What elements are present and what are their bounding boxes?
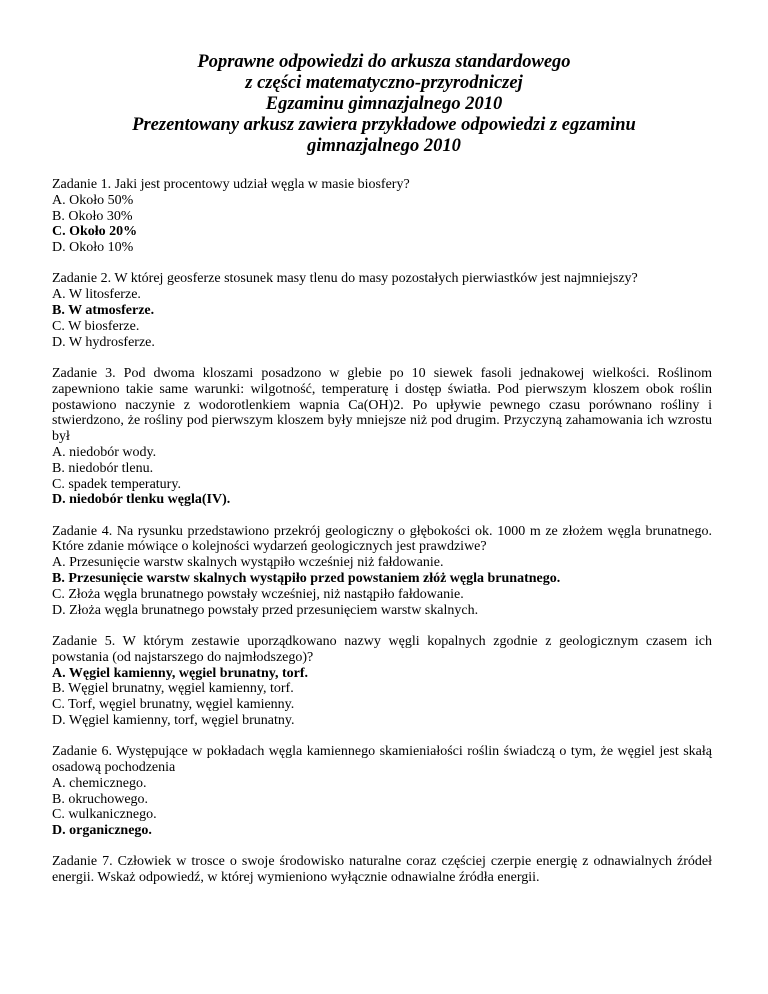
task-3: [52, 366, 712, 508]
correct-answer-option-c: C. Około 20%: [52, 224, 138, 240]
answer-option-b: B. okruchowego.: [52, 791, 149, 807]
answer-option-a: A. niedobór wody.: [52, 444, 157, 460]
correct-answer-option-d: D. niedobór tlenku węgla(IV).: [52, 492, 231, 508]
answer-option-d: D. Węgiel kamienny, torf, węgiel brunatny.: [52, 712, 295, 728]
answer-option-a: A. Około 50%: [52, 192, 134, 208]
answer-option-c: C. spadek temperatury.: [52, 476, 181, 492]
answer-option-a: A. chemicznego.: [52, 775, 147, 791]
answer-option-c: C. W biosferze.: [52, 318, 140, 334]
correct-answer-option-b: B. Przesunięcie warstw skalnych wystąpiło przed powstaniem złóż węgla brunatnego.: [52, 571, 561, 587]
task-question: Zadanie 6. Występujące w pokładach węgla kamiennego skamieniałości roślin świadczą o tym, że węgiel jest skałą osadową pochodzenia: [52, 744, 712, 775]
task-4: [52, 524, 712, 619]
answer-option-b: B. Około 30%: [52, 208, 133, 224]
answer-option-d: D. Około 10%: [52, 240, 134, 256]
answer-option-b: B. niedobór tlenu.: [52, 460, 154, 476]
task-2: [52, 271, 712, 350]
answer-option-c: C. Złoża węgla brunatnego powstały wcześniej, niż nastąpiło fałdowanie.: [52, 586, 464, 602]
task-6: [52, 744, 712, 839]
title-line: z części matematyczno-przyrodniczej: [245, 73, 523, 93]
task-5: [52, 634, 712, 729]
title-line: gimnazjalnego 2010: [307, 136, 461, 156]
correct-answer-option-b: B. W atmosferze.: [52, 303, 155, 319]
answer-option-d: D. W hydrosferze.: [52, 334, 155, 350]
answer-option-b: B. Węgiel brunatny, węgiel kamienny, torf.: [52, 681, 294, 697]
title-line: Egzaminu gimnazjalnego 2010: [265, 94, 503, 114]
answer-option-a: A. Przesunięcie warstw skalnych wystąpiło wcześniej niż fałdowanie.: [52, 555, 444, 571]
title-line: Poprawne odpowiedzi do arkusza standardowego: [197, 52, 571, 72]
task-question: Zadanie 2. W której geosferze stosunek masy tlenu do masy pozostałych pierwiastków jest najmniejszy?: [52, 271, 638, 287]
answer-option-a: A. W litosferze.: [52, 287, 141, 303]
title-line: Prezentowany arkusz zawiera przykładowe odpowiedzi z egzaminu: [132, 115, 636, 135]
task-question: Zadanie 5. W którym zestawie uporządkowano nazwy węgli kopalnych zgodnie z geologicznym czasem ich powstania (od najstarszego do najmłodszego)?: [52, 633, 712, 665]
correct-answer-option-d: D. organicznego.: [52, 823, 152, 839]
task-question: Zadanie 4. Na rysunku przedstawiono przekrój geologiczny o głębokości ok. 1000 m ze złożem węgla brunatnego. Które zdanie mówiące o kolejności wydarzeń geologicznych jest prawdziwe?: [52, 523, 712, 555]
tasks-list: [52, 177, 712, 902]
document-title: [60, 52, 708, 157]
task-question: Zadanie 3. Pod dwoma kloszami posadzono w glebie po 10 siewek fasoli jednakowej wielkości. Roślinom zapewniono takie same warunki: wilgotność, temperaturę i dostęp światła. Pod pierwszym kloszem obok roślin postawiono naczynie z wodorotlenkiem wapnia Ca(OH)2. Po upływie pewnego czasu porównano rośliny i stwierdzono, że rośliny pod pierwszym kloszem były mniejsze niż pod drugim. Przyczyną zahamowania ich wzrostu był: [52, 365, 712, 445]
answer-option-d: D. Złoża węgla brunatnego powstały przed przesunięciem warstw skalnych.: [52, 602, 479, 618]
task-7: [52, 854, 712, 886]
task-1: [52, 177, 712, 256]
correct-answer-option-a: A. Węgiel kamienny, węgiel brunatny, torf.: [52, 665, 309, 681]
answer-option-c: C. Torf, węgiel brunatny, węgiel kamienny.: [52, 697, 295, 713]
answer-option-c: C. wulkanicznego.: [52, 807, 157, 823]
task-question: Zadanie 7. Człowiek w trosce o swoje środowisko naturalne coraz częściej czerpie energię z odnawialnych źródeł energii. Wskaż odpowiedź, w której wymieniono wyłącznie odnawialne źródła energii.: [52, 854, 712, 886]
task-question: Zadanie 1. Jaki jest procentowy udział węgla w masie biosfery?: [52, 177, 410, 192]
